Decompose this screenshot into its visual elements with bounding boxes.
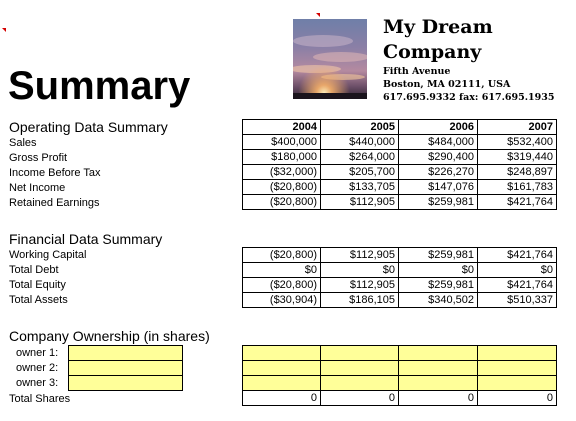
row-label-total-assets: Total Assets: [9, 294, 68, 306]
cell[interactable]: $0: [478, 263, 557, 278]
table-row: [243, 376, 557, 391]
row-label-total-debt: Total Debt: [9, 264, 59, 276]
table-row: [243, 150, 557, 165]
cell[interactable]: ($30,904): [243, 293, 321, 308]
table-row: [243, 278, 557, 293]
cell[interactable]: $259,981: [399, 195, 478, 210]
table-row: [243, 248, 557, 263]
row-label-net-income: Net Income: [9, 182, 66, 194]
owner-label-2: owner 2:: [16, 362, 59, 374]
cell[interactable]: ($20,800): [243, 195, 321, 210]
cell[interactable]: $259,981: [399, 278, 478, 293]
row-label-total-equity: Total Equity: [9, 279, 66, 291]
table-row: [243, 263, 557, 278]
cell[interactable]: $186,105: [321, 293, 399, 308]
year-header[interactable]: 2006: [399, 120, 478, 135]
year-header-row: [243, 120, 557, 135]
cell[interactable]: $112,905: [321, 248, 399, 263]
sunset-photo: [293, 19, 367, 99]
share-input[interactable]: [321, 346, 399, 361]
comment-indicator-icon: [316, 13, 320, 17]
cell[interactable]: $421,764: [478, 195, 557, 210]
comment-indicator-icon: [2, 28, 6, 32]
year-header[interactable]: 2007: [478, 120, 557, 135]
financial-heading: Financial Data Summary: [9, 231, 163, 247]
cell[interactable]: $290,400: [399, 150, 478, 165]
operating-table: [242, 119, 557, 210]
owner-label-1: owner 1:: [16, 347, 59, 359]
table-row: [243, 346, 557, 361]
cell[interactable]: $147,076: [399, 180, 478, 195]
company-info: [383, 15, 554, 104]
cell[interactable]: $421,764: [478, 278, 557, 293]
ownership-table: [242, 345, 557, 406]
row-label-retained-earnings: Retained Earnings: [9, 197, 100, 209]
owner-name-inputs: [68, 345, 183, 391]
share-input[interactable]: [399, 346, 478, 361]
total-shares-label: Total Shares: [9, 393, 71, 405]
cell[interactable]: ($20,800): [243, 248, 321, 263]
share-input[interactable]: [243, 361, 321, 376]
cell[interactable]: $259,981: [399, 248, 478, 263]
total-shares-cell[interactable]: 0: [399, 391, 478, 406]
cell[interactable]: $133,705: [321, 180, 399, 195]
cell[interactable]: $510,337: [478, 293, 557, 308]
share-input[interactable]: [321, 376, 399, 391]
cell[interactable]: $319,440: [478, 150, 557, 165]
total-shares-row: [243, 391, 557, 406]
cell[interactable]: $0: [399, 263, 478, 278]
page-title: Summary: [8, 64, 191, 108]
total-shares-cell[interactable]: 0: [321, 391, 399, 406]
share-input[interactable]: [478, 346, 557, 361]
cell[interactable]: $112,905: [321, 195, 399, 210]
row-label-income-before-tax: Income Before Tax: [9, 167, 101, 179]
share-input[interactable]: [478, 361, 557, 376]
operating-heading: Operating Data Summary: [9, 119, 168, 135]
share-input[interactable]: [243, 346, 321, 361]
owner-1-name-input[interactable]: [69, 346, 183, 361]
share-input[interactable]: [478, 376, 557, 391]
cell[interactable]: $112,905: [321, 278, 399, 293]
financial-table: [242, 247, 557, 308]
row-label-gross-profit: Gross Profit: [9, 152, 68, 164]
table-row: [243, 195, 557, 210]
cell[interactable]: $400,000: [243, 135, 321, 150]
total-shares-cell[interactable]: 0: [478, 391, 557, 406]
total-shares-cell[interactable]: 0: [243, 391, 321, 406]
cell[interactable]: $0: [243, 263, 321, 278]
company-city: Boston, MA 02111, USA: [383, 79, 511, 90]
owner-3-name-input[interactable]: [69, 376, 183, 391]
cell[interactable]: ($20,800): [243, 180, 321, 195]
table-row: [243, 293, 557, 308]
cell[interactable]: ($32,000): [243, 165, 321, 180]
year-header[interactable]: 2004: [243, 120, 321, 135]
cell[interactable]: $0: [321, 263, 399, 278]
cell[interactable]: $205,700: [321, 165, 399, 180]
company-street: Fifth Avenue: [383, 66, 451, 77]
share-input[interactable]: [243, 376, 321, 391]
table-row: [243, 135, 557, 150]
table-row: [243, 361, 557, 376]
cell[interactable]: $180,000: [243, 150, 321, 165]
share-input[interactable]: [399, 361, 478, 376]
company-name-line2: Company: [383, 41, 482, 63]
row-label-sales: Sales: [9, 137, 37, 149]
cell[interactable]: $421,764: [478, 248, 557, 263]
cell[interactable]: $440,000: [321, 135, 399, 150]
row-label-working-capital: Working Capital: [9, 249, 87, 261]
table-row: [243, 180, 557, 195]
share-input[interactable]: [399, 376, 478, 391]
cell[interactable]: ($20,800): [243, 278, 321, 293]
cell[interactable]: $226,270: [399, 165, 478, 180]
company-phone: 617.695.9332 fax: 617.695.1935: [383, 92, 555, 103]
owner-2-name-input[interactable]: [69, 361, 183, 376]
table-row: [243, 165, 557, 180]
owner-label-3: owner 3:: [16, 377, 59, 389]
share-input[interactable]: [321, 361, 399, 376]
cell[interactable]: $484,000: [399, 135, 478, 150]
cell[interactable]: $340,502: [399, 293, 478, 308]
ownership-heading: Company Ownership (in shares): [9, 328, 210, 344]
cell[interactable]: $264,000: [321, 150, 399, 165]
cell[interactable]: $532,400: [478, 135, 557, 150]
company-name-line1: My Dream: [383, 16, 493, 38]
year-header[interactable]: 2005: [321, 120, 399, 135]
cell[interactable]: $248,897: [478, 165, 557, 180]
cell[interactable]: $161,783: [478, 180, 557, 195]
